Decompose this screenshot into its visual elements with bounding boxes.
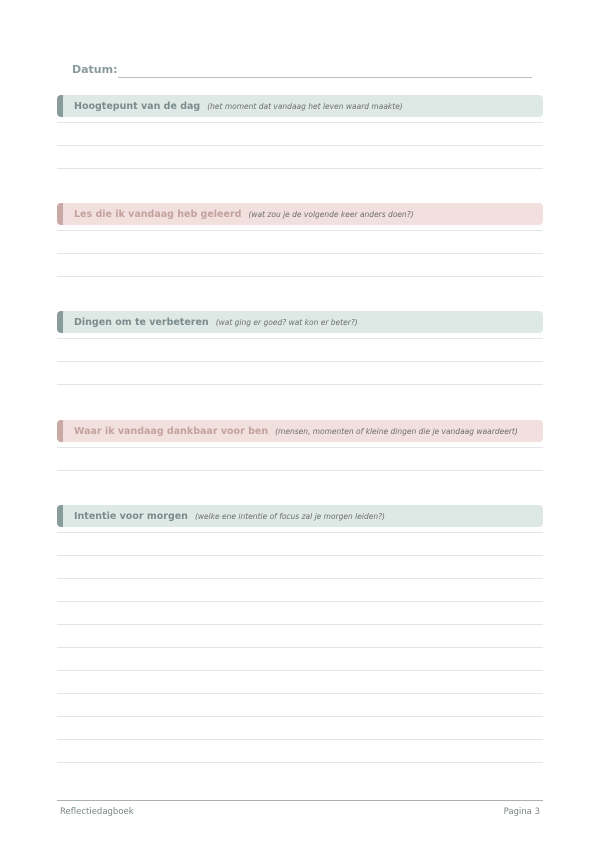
writing-line[interactable]	[57, 670, 543, 671]
footer-title: Reflectiedagboek	[60, 807, 134, 817]
writing-line[interactable]	[57, 693, 543, 694]
date-row	[72, 60, 532, 80]
writing-line[interactable]	[57, 276, 543, 277]
writing-line[interactable]	[57, 532, 543, 533]
section-header-lesson	[57, 203, 543, 225]
writing-line[interactable]	[57, 253, 543, 254]
writing-line[interactable]	[57, 578, 543, 579]
writing-line[interactable]	[57, 145, 543, 146]
section-hint: (wat zou je de volgende keer anders doen?)	[248, 209, 414, 219]
section-accent-bar	[57, 311, 63, 333]
section-accent-bar	[57, 420, 63, 442]
section-accent-bar	[57, 505, 63, 527]
writing-line[interactable]	[57, 762, 543, 763]
section-title: Dingen om te verbeteren	[74, 316, 209, 328]
date-label: Datum:	[72, 63, 118, 76]
writing-line[interactable]	[57, 122, 543, 123]
writing-line[interactable]	[57, 361, 543, 362]
writing-line[interactable]	[57, 739, 543, 740]
section-hint: (mensen, momenten of kleine dingen die je vandaag waardeert)	[275, 426, 518, 436]
date-line[interactable]	[118, 77, 532, 78]
writing-line[interactable]	[57, 624, 543, 625]
writing-line[interactable]	[57, 338, 543, 339]
section-accent-bar	[57, 203, 63, 225]
section-header-highlight	[57, 95, 543, 117]
writing-line[interactable]	[57, 230, 543, 231]
section-hint: (welke ene intentie of focus zal je morgen leiden?)	[194, 511, 385, 521]
writing-line[interactable]	[57, 384, 543, 385]
writing-line[interactable]	[57, 716, 543, 717]
writing-line[interactable]	[57, 555, 543, 556]
section-accent-bar	[57, 95, 63, 117]
writing-line[interactable]	[57, 470, 543, 471]
section-header-intention	[57, 505, 543, 527]
section-title: Waar ik vandaag dankbaar voor ben	[74, 425, 269, 437]
section-title: Intentie voor morgen	[74, 510, 188, 522]
writing-line[interactable]	[57, 168, 543, 169]
section-title: Les die ik vandaag heb geleerd	[74, 208, 242, 220]
page-number: Pagina 3	[503, 807, 540, 817]
writing-line[interactable]	[57, 447, 543, 448]
footer-divider	[57, 800, 543, 801]
writing-line[interactable]	[57, 647, 543, 648]
section-title: Hoogtepunt van de dag	[74, 100, 201, 112]
section-header-improve	[57, 311, 543, 333]
writing-line[interactable]	[57, 601, 543, 602]
section-header-gratitude	[57, 420, 543, 442]
section-hint: (wat ging er goed? wat kon er beter?)	[215, 317, 358, 327]
section-hint: (het moment dat vandaag het leven waard maakte)	[207, 101, 403, 111]
